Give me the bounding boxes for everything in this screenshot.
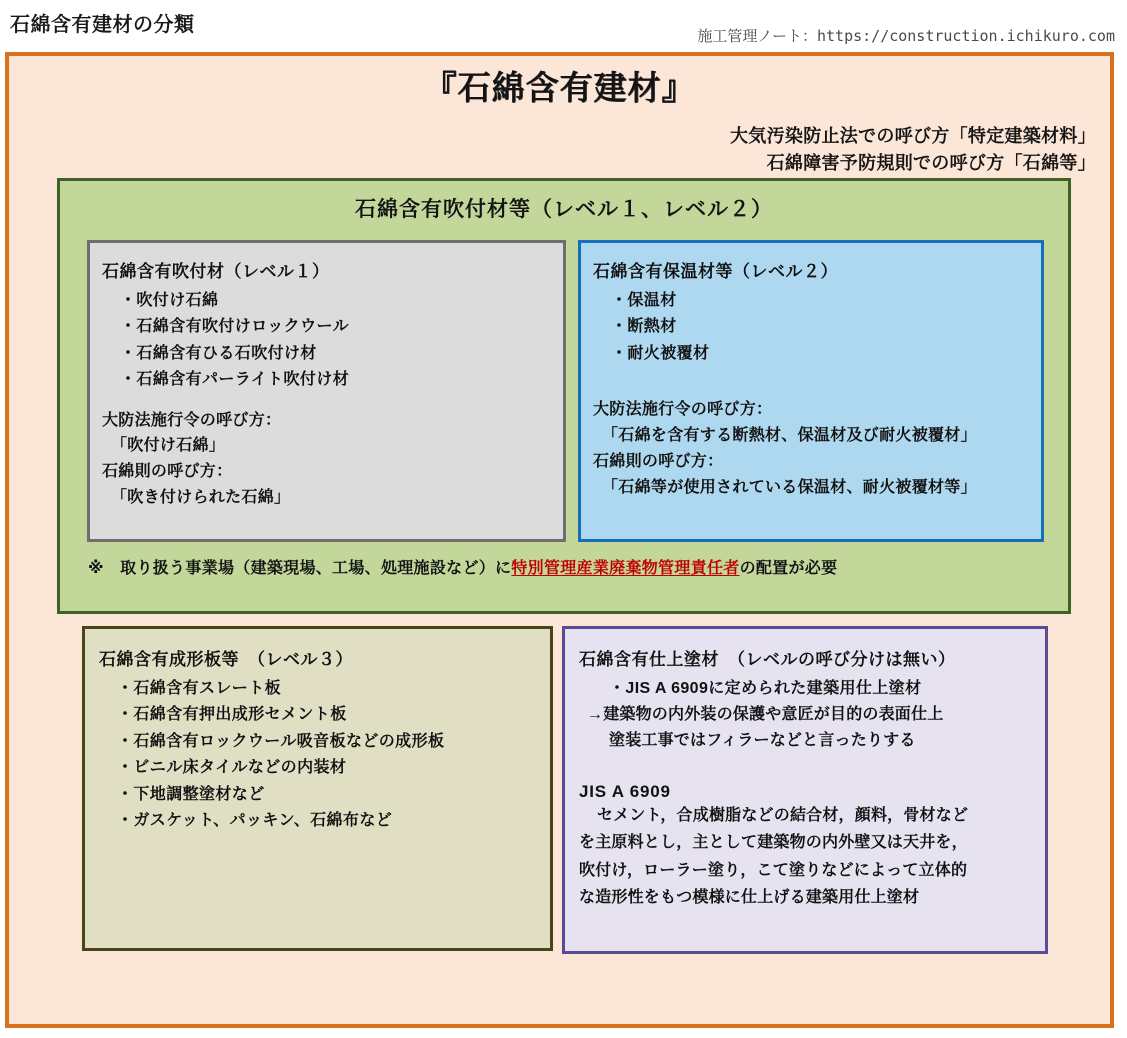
- naming-label: 石綿則の呼び方：: [102, 463, 233, 481]
- list-item: ・ 耐火被覆材: [611, 341, 1031, 367]
- panel-level3: [82, 626, 553, 951]
- naming-value: 「吹付け石綿」: [111, 437, 226, 455]
- list-item: ・ 吹付け石綿: [120, 288, 553, 314]
- heading-subtitle-air-pollution-act: 大気汚染防止法での呼び方「特定建築材料」: [730, 126, 1096, 146]
- level1-naming-block: [102, 408, 553, 512]
- level2-item-list: [593, 288, 1031, 367]
- naming-value: 「石綿を含有する断熱材、保温材及び耐火被覆材」: [602, 427, 977, 445]
- panel-level3-title: 石綿含有成形板等 （レベル３）: [99, 650, 353, 669]
- note-suffix: の配置が必要: [739, 560, 838, 577]
- list-item: ・ ガスケット、パッキン、石綿布など: [117, 808, 540, 834]
- jis-definition-line: 吹付け，ローラー塗り，こて塗りなどによって立体的: [579, 861, 968, 879]
- jis-standard-title: JIS A 6909: [579, 781, 671, 801]
- page-title: 石綿含有建材の分類: [10, 14, 195, 36]
- panel-finishing-coating-title: 石綿含有仕上塗材 （レベルの呼び分けは無い）: [579, 650, 956, 669]
- heading-subtitle-asbestos-rule: 石綿障害予防規則での呼び方「石綿等」: [766, 153, 1096, 173]
- list-item: ・ 石綿含有吹付けロックウール: [120, 314, 553, 340]
- jis-definition-line: を主原料とし，主として建築物の内外壁又は天井を，: [579, 834, 968, 852]
- finishing-arrow-line-1: →建築物の内外装の保護や意匠が目的の表面仕上: [587, 706, 944, 724]
- list-item: ・ 石綿含有パーライト吹付け材: [120, 367, 553, 393]
- level2-naming-block: [593, 397, 1031, 501]
- panel-level2: [578, 240, 1044, 542]
- level1-item-list: [102, 288, 553, 394]
- page-header: [0, 0, 1127, 52]
- jis-definition-line: な造形性をもつ模様に仕上げる建築用仕上塗材: [579, 889, 920, 907]
- list-item: ・ 石綿含有スレート板: [117, 676, 540, 702]
- list-item: ・ 石綿含有ひる石吹付け材: [120, 341, 553, 367]
- naming-label: 大防法施行令の呼び方：: [102, 411, 282, 429]
- list-item: ・ ビニル床タイルなどの内装材: [117, 755, 540, 781]
- level3-item-list: [99, 676, 540, 834]
- panel-level1-title: 石綿含有吹付材（レベル１）: [102, 262, 330, 281]
- list-item: ・ 石綿含有押出成形セメント板: [117, 702, 540, 728]
- naming-value: 「吹き付けられた石綿」: [111, 489, 291, 507]
- jis-definition-line: セメント，合成樹脂などの結合材，顔料，骨材など: [597, 806, 969, 824]
- finishing-arrow-line-2: 塗装工事ではフィラーなどと言ったりする: [609, 731, 916, 749]
- panel-finishing-coating: [562, 626, 1048, 954]
- panel-level2-title: 石綿含有保温材等（レベル２）: [593, 262, 838, 281]
- diagram-frame: [5, 52, 1114, 1028]
- panel-level1: [87, 240, 566, 542]
- panel-sprayed-materials: [57, 178, 1071, 614]
- note-highlight-text: 特別管理産業廃棄物管理責任者: [511, 560, 740, 577]
- list-item: ・ 下地調整塗材など: [117, 782, 540, 808]
- naming-label: 石綿則の呼び方：: [593, 452, 724, 470]
- naming-value: 「石綿等が使用されている保温材、耐火被覆材等」: [602, 478, 977, 496]
- note-prefix: ※ 取り扱う事業場（建築現場、工場、処理施設など）に: [88, 560, 512, 577]
- diagram-main-heading: 『石綿含有建材』: [423, 69, 696, 106]
- naming-label: 大防法施行令の呼び方：: [593, 401, 773, 419]
- list-item: ・ JIS A 6909に定められた建築用仕上塗材: [609, 676, 1035, 702]
- list-item: ・ 断熱材: [611, 314, 1031, 340]
- list-item: ・ 石綿含有ロックウール吸音板などの成形板: [117, 729, 540, 755]
- finishing-item-list: [579, 676, 1035, 702]
- site-credit: 施工管理ノート：https://construction.ichikuro.com: [697, 27, 1115, 45]
- panel-note: [88, 555, 837, 578]
- list-item: ・ 保温材: [611, 288, 1031, 314]
- panel-sprayed-materials-title: 石綿含有吹付材等（レベル１、レベル２）: [355, 198, 773, 221]
